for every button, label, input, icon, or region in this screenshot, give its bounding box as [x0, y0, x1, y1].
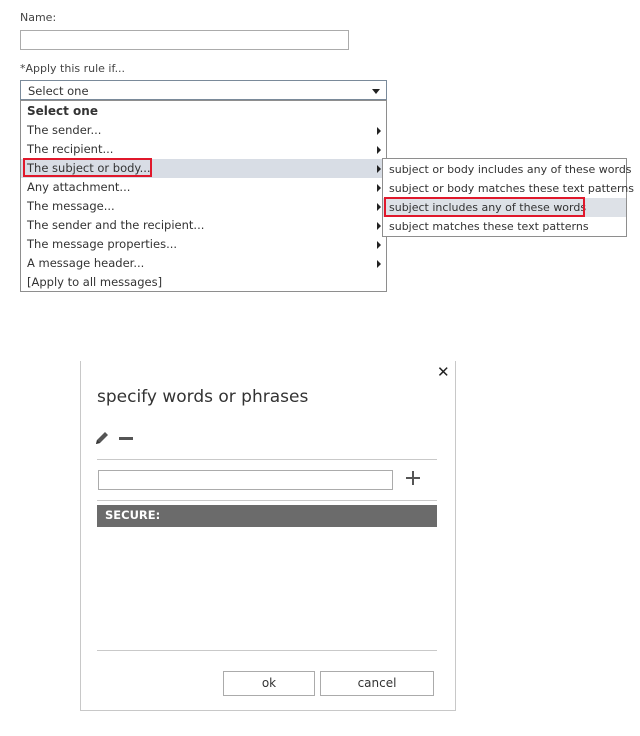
- annotation-highlight-box: [384, 197, 585, 217]
- menu-item-sender[interactable]: [21, 121, 386, 140]
- minus-icon[interactable]: [119, 437, 133, 440]
- menu-item-label: The message properties...: [27, 237, 178, 251]
- menu-item-label: Any attachment...: [27, 180, 131, 194]
- dialog-title: specify words or phrases: [97, 387, 309, 407]
- menu-item-label: The recipient...: [27, 142, 114, 156]
- list-item[interactable]: SECURE:: [97, 505, 437, 527]
- apply-rule-label: *Apply this rule if...: [20, 62, 126, 75]
- submenu-item-subject-matches[interactable]: subject matches these text patterns: [389, 220, 589, 233]
- submenu-item-subject-or-body-includes[interactable]: subject or body includes any of these words: [389, 163, 632, 176]
- menu-item-label: A message header...: [27, 256, 145, 270]
- menu-item-message-properties[interactable]: [21, 235, 386, 254]
- close-icon[interactable]: ✕: [437, 363, 450, 381]
- menu-item-message[interactable]: [21, 197, 386, 216]
- menu-item-attachment[interactable]: [21, 178, 386, 197]
- phrase-input[interactable]: [98, 470, 393, 490]
- chevron-right-icon: [377, 241, 381, 249]
- divider: [97, 500, 437, 501]
- menu-item-select-one[interactable]: [21, 102, 386, 121]
- condition-dropdown-menu: [20, 100, 387, 292]
- submenu-item-subject-or-body-matches[interactable]: subject or body matches these text patterns: [389, 182, 635, 195]
- chevron-down-icon: [372, 89, 380, 94]
- menu-item-sender-and-recipient[interactable]: [21, 216, 386, 235]
- chevron-right-icon: [377, 127, 381, 135]
- condition-select-value: Select one: [28, 84, 89, 98]
- menu-item-recipient[interactable]: [21, 140, 386, 159]
- menu-item-apply-to-all[interactable]: [21, 273, 386, 292]
- chevron-right-icon: [377, 260, 381, 268]
- name-field[interactable]: [20, 30, 349, 50]
- menu-item-label: The sender...: [27, 123, 102, 137]
- menu-item-label: The subject or body...: [27, 161, 151, 175]
- divider: [97, 459, 437, 460]
- menu-item-label: Select one: [27, 104, 98, 118]
- chevron-right-icon: [377, 222, 381, 230]
- plus-icon[interactable]: [405, 470, 421, 486]
- menu-item-label: [Apply to all messages]: [27, 275, 163, 289]
- annotation-highlight-box: [23, 158, 152, 177]
- chevron-right-icon: [377, 165, 381, 173]
- cancel-button[interactable]: cancel: [320, 671, 434, 696]
- menu-item-label: The sender and the recipient...: [27, 218, 205, 232]
- menu-item-label: The message...: [27, 199, 115, 213]
- divider: [97, 650, 437, 651]
- chevron-right-icon: [377, 146, 381, 154]
- chevron-right-icon: [377, 184, 381, 192]
- condition-select[interactable]: [20, 80, 387, 100]
- pencil-icon[interactable]: [93, 429, 111, 447]
- submenu-item-subject-includes[interactable]: subject includes any of these words: [383, 198, 626, 217]
- menu-item-message-header[interactable]: [21, 254, 386, 273]
- chevron-right-icon: [377, 203, 381, 211]
- phrase-list: [97, 505, 437, 649]
- name-label: Name:: [20, 11, 57, 24]
- ok-button[interactable]: ok: [223, 671, 315, 696]
